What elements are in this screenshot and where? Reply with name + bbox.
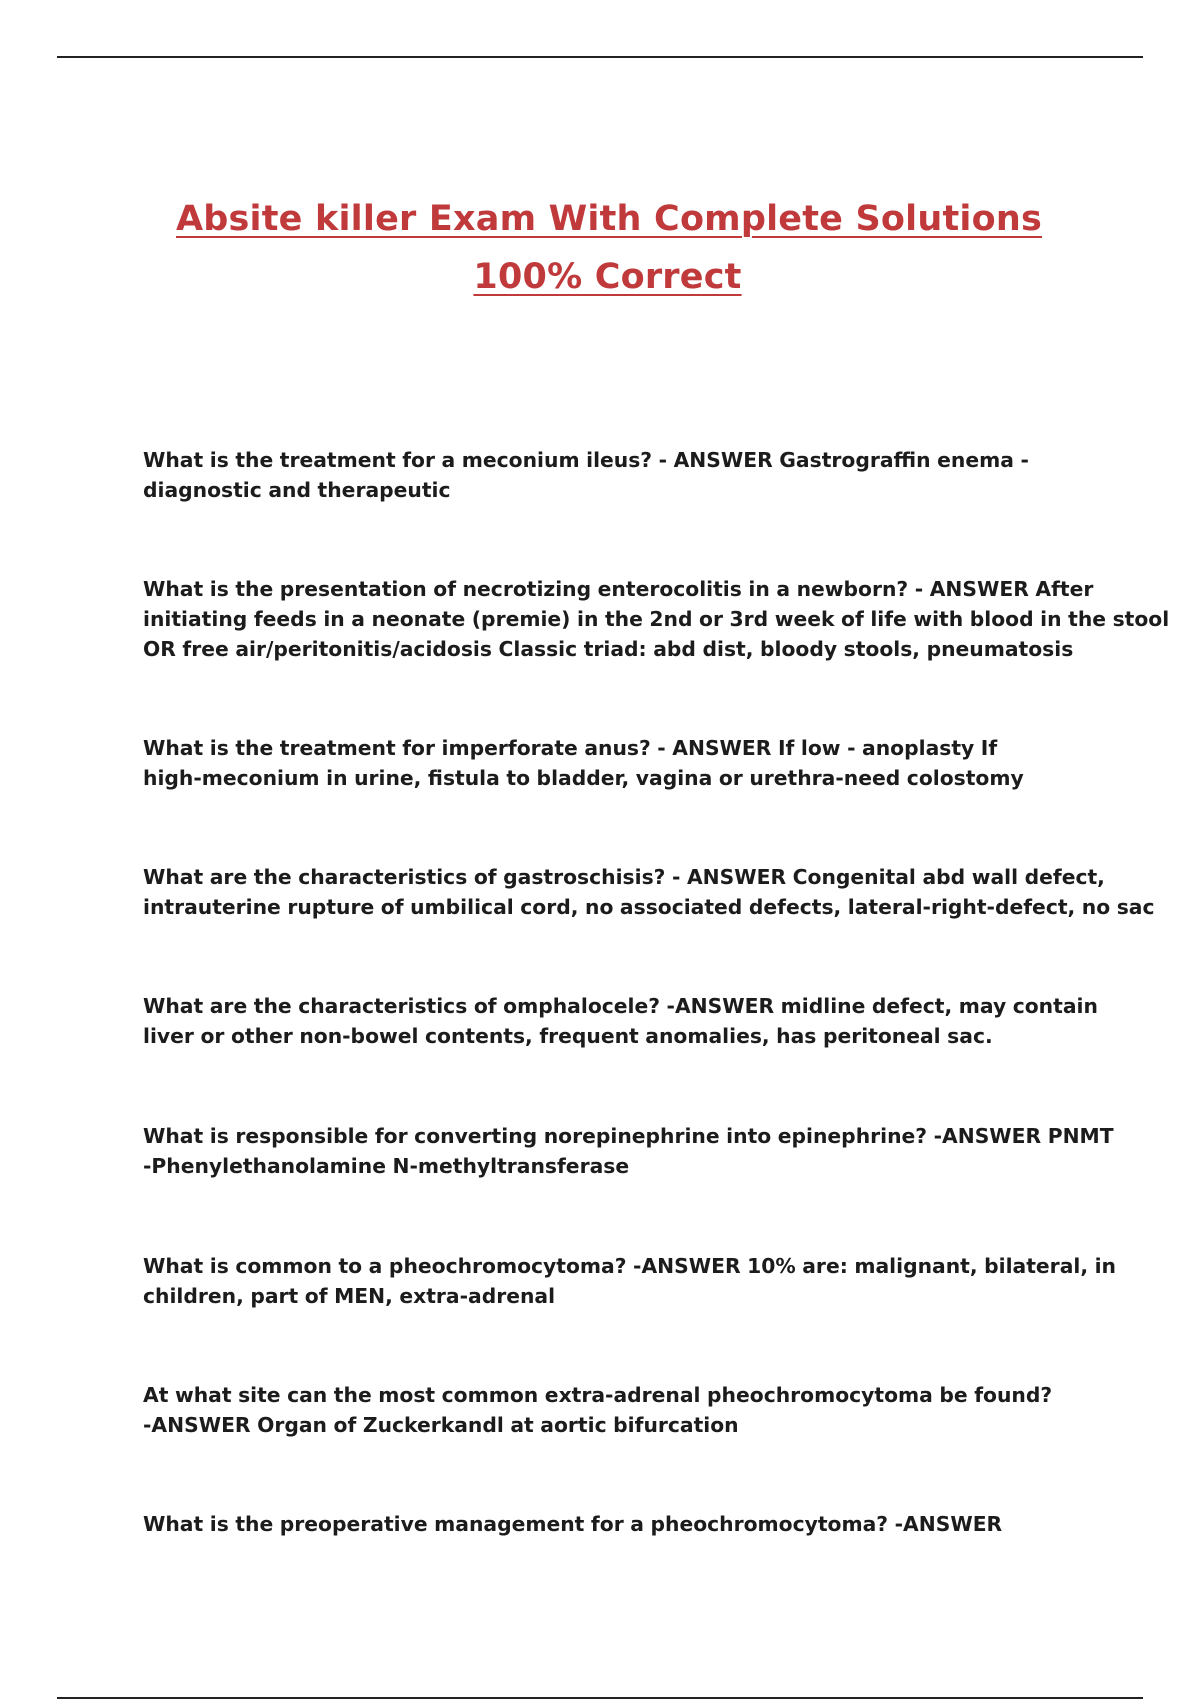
qa-line: What are the characteristics of gastroschisis? - ANSWER Congenital abd wall defect,: [143, 865, 1105, 889]
qa-line: intrauterine rupture of umbilical cord, no associated defects, lateral-right-defect, no sac: [143, 895, 1155, 919]
qa-item: [143, 733, 1098, 793]
top-rule: [57, 56, 1143, 58]
title-line-1: Absite killer Exam With Complete Solutions: [175, 199, 1042, 239]
qa-line: liver or other non-bowel contents, frequent anomalies, has peritoneal sac.: [143, 1024, 993, 1048]
qa-line: What is the treatment for a meconium ileus? - ANSWER Gastrograffin enema -: [143, 448, 1029, 472]
qa-line: What are the characteristics of omphalocele? -ANSWER midline defect, may contain: [143, 994, 1098, 1018]
qa-item: [143, 1380, 1098, 1440]
title-line-2: 100% Correct: [473, 257, 742, 297]
qa-item: [143, 445, 1098, 505]
qa-line: children, part of MEN, extra-adrenal: [143, 1284, 556, 1308]
qa-item: [143, 1121, 1114, 1181]
title-line-2-wrap: [0, 248, 1200, 306]
qa-line: -ANSWER Organ of Zuckerkandl at aortic bifurcation: [143, 1413, 739, 1437]
title-line-1-wrap: [0, 190, 1200, 248]
qa-item: [143, 862, 1155, 922]
qa-line: What is the preoperative management for a pheochromocytoma? -ANSWER: [143, 1512, 1003, 1536]
document-title: [0, 190, 1200, 306]
qa-item: [143, 574, 1170, 664]
qa-line: OR free air/peritonitis/acidosis Classic triad: abd dist, bloody stools, pneumatosis: [143, 637, 1074, 661]
qa-line: At what site can the most common extra-adrenal pheochromocytoma be found?: [143, 1383, 1053, 1407]
qa-item: [143, 991, 1098, 1051]
qa-list: [143, 376, 1170, 1539]
qa-item: [143, 1509, 1098, 1539]
qa-item: [143, 1251, 1116, 1311]
qa-line: What is the presentation of necrotizing enterocolitis in a newborn? - ANSWER After: [143, 577, 1094, 601]
qa-line: What is responsible for converting norepinephrine into epinephrine? -ANSWER PNMT: [143, 1124, 1114, 1148]
qa-line: initiating feeds in a neonate (premie) in the 2nd or 3rd week of life with blood in the stool: [143, 607, 1170, 631]
bottom-rule: [57, 1697, 1143, 1699]
qa-line: -Phenylethanolamine N-methyltransferase: [143, 1154, 630, 1178]
qa-line: What is the treatment for imperforate anus? - ANSWER If low - anoplasty If: [143, 736, 998, 760]
qa-line: What is common to a pheochromocytoma? -ANSWER 10% are: malignant, bilateral, in: [143, 1254, 1116, 1278]
qa-line: diagnostic and therapeutic: [143, 478, 451, 502]
qa-line: high-meconium in urine, fistula to bladder, vagina or urethra-need colostomy: [143, 766, 1024, 790]
